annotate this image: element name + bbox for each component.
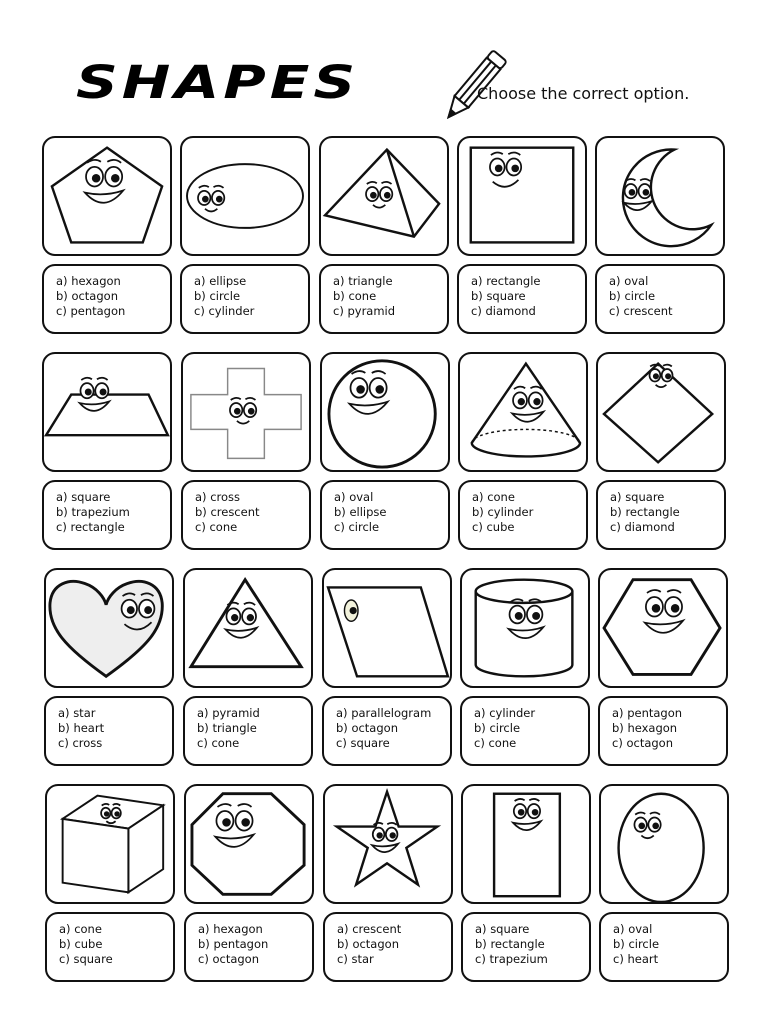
answer-options-card bbox=[44, 696, 174, 766]
answer-option[interactable]: b) octagon bbox=[337, 937, 399, 951]
hexagon-face-icon bbox=[600, 570, 726, 686]
shape-picture-card bbox=[323, 784, 453, 904]
answer-option[interactable]: c) cylinder bbox=[194, 304, 255, 318]
answer-option[interactable]: a) cylinder bbox=[474, 706, 536, 720]
answer-option[interactable]: b) cylinder bbox=[472, 505, 534, 519]
shape-picture-card bbox=[596, 352, 726, 472]
answer-option[interactable]: a) cone bbox=[472, 490, 515, 504]
answer-options-card bbox=[322, 696, 452, 766]
shape-picture-card bbox=[599, 784, 729, 904]
answer-option[interactable]: c) rectangle bbox=[56, 520, 125, 534]
answer-option[interactable]: c) heart bbox=[613, 952, 659, 966]
shape-picture-card bbox=[44, 568, 174, 688]
answer-option[interactable]: a) ellipse bbox=[194, 274, 247, 288]
answer-option[interactable]: c) diamond bbox=[610, 520, 675, 534]
answer-options-card bbox=[595, 264, 725, 334]
answer-option[interactable]: a) star bbox=[58, 706, 96, 720]
answer-option[interactable]: b) hexagon bbox=[612, 721, 678, 735]
shape-picture-card bbox=[461, 784, 591, 904]
answer-option[interactable]: b) octagon bbox=[336, 721, 398, 735]
answer-option[interactable]: b) circle bbox=[609, 289, 656, 303]
shape-picture-card bbox=[42, 352, 172, 472]
answer-options-card bbox=[596, 480, 726, 550]
answer-option[interactable]: a) cone bbox=[59, 922, 102, 936]
answer-options-card bbox=[45, 912, 175, 982]
instruction-text: Choose the correct option. bbox=[477, 84, 690, 103]
answer-option[interactable]: a) square bbox=[475, 922, 530, 936]
answer-option[interactable]: b) pentagon bbox=[198, 937, 269, 951]
star-face-icon bbox=[325, 786, 451, 902]
shape-picture-card bbox=[457, 136, 587, 256]
page-title: SHAPES bbox=[76, 56, 360, 110]
diamond-face-icon bbox=[598, 354, 724, 470]
triangle-face-icon bbox=[185, 570, 311, 686]
pyramid-face-icon bbox=[321, 138, 447, 254]
trapezium-face-icon bbox=[44, 354, 170, 470]
answer-option[interactable]: a) hexagon bbox=[56, 274, 121, 288]
answer-option[interactable]: b) square bbox=[471, 289, 526, 303]
answer-option[interactable]: a) oval bbox=[613, 922, 653, 936]
shape-picture-card bbox=[183, 568, 313, 688]
shape-picture-card bbox=[458, 352, 588, 472]
cross-face-icon bbox=[183, 354, 309, 470]
answer-option[interactable]: b) ellipse bbox=[334, 505, 387, 519]
answer-option[interactable]: c) pentagon bbox=[56, 304, 126, 318]
crescent-face-icon bbox=[597, 138, 723, 254]
answer-option[interactable]: a) hexagon bbox=[198, 922, 263, 936]
cube-face-icon bbox=[47, 786, 173, 902]
shape-picture-card bbox=[598, 568, 728, 688]
octagon-face-icon bbox=[186, 786, 312, 902]
answer-option[interactable]: c) cross bbox=[58, 736, 103, 750]
answer-options-card bbox=[184, 912, 314, 982]
answer-option[interactable]: c) star bbox=[337, 952, 374, 966]
answer-option[interactable]: b) triangle bbox=[197, 721, 257, 735]
answer-option[interactable]: b) cube bbox=[59, 937, 103, 951]
answer-option[interactable]: c) pyramid bbox=[333, 304, 396, 318]
heart-face-icon bbox=[46, 570, 172, 686]
answer-options-card bbox=[323, 912, 453, 982]
answer-option[interactable]: b) trapezium bbox=[56, 505, 130, 519]
answer-option[interactable]: b) circle bbox=[613, 937, 660, 951]
parallelogram-face-icon bbox=[324, 570, 450, 686]
shape-picture-card bbox=[181, 352, 311, 472]
answer-option[interactable]: c) cube bbox=[472, 520, 515, 534]
oval-face-icon bbox=[601, 786, 727, 902]
circle-face-icon bbox=[322, 354, 448, 470]
answer-option[interactable]: a) rectangle bbox=[471, 274, 541, 288]
answer-option[interactable]: b) circle bbox=[194, 289, 241, 303]
answer-option[interactable]: a) square bbox=[610, 490, 665, 504]
answer-option[interactable]: a) pentagon bbox=[612, 706, 683, 720]
answer-options-card bbox=[181, 480, 311, 550]
answer-option[interactable]: c) octagon bbox=[612, 736, 674, 750]
cone-face-icon bbox=[460, 354, 586, 470]
answer-option[interactable]: c) cone bbox=[474, 736, 517, 750]
answer-option[interactable]: b) octagon bbox=[56, 289, 118, 303]
answer-options-card bbox=[461, 912, 591, 982]
shape-picture-card bbox=[460, 568, 590, 688]
shape-picture-card bbox=[184, 784, 314, 904]
answer-option[interactable]: b) crescent bbox=[195, 505, 260, 519]
answer-option[interactable]: a) crescent bbox=[337, 922, 402, 936]
answer-option[interactable]: c) trapezium bbox=[475, 952, 548, 966]
answer-option[interactable]: a) oval bbox=[609, 274, 649, 288]
answer-option[interactable]: c) cone bbox=[197, 736, 240, 750]
shape-picture-card bbox=[322, 568, 452, 688]
answer-option[interactable]: c) square bbox=[336, 736, 390, 750]
answer-option[interactable]: b) rectangle bbox=[475, 937, 545, 951]
rectangle-face-icon bbox=[463, 786, 589, 902]
answer-options-card bbox=[183, 696, 313, 766]
answer-option[interactable]: a) oval bbox=[334, 490, 374, 504]
answer-option[interactable]: c) cone bbox=[195, 520, 238, 534]
answer-option[interactable]: a) triangle bbox=[333, 274, 393, 288]
answer-options-card bbox=[180, 264, 310, 334]
pentagon-face-icon bbox=[44, 138, 170, 254]
answer-options-card bbox=[42, 264, 172, 334]
answer-options-card bbox=[319, 264, 449, 334]
answer-option[interactable]: c) circle bbox=[334, 520, 380, 534]
answer-options-card bbox=[458, 480, 588, 550]
answer-option[interactable]: b) cone bbox=[333, 289, 377, 303]
answer-options-card bbox=[42, 480, 172, 550]
answer-options-card bbox=[320, 480, 450, 550]
answer-option[interactable]: b) heart bbox=[58, 721, 105, 735]
answer-option[interactable]: a) parallelogram bbox=[336, 706, 432, 720]
answer-option[interactable]: a) square bbox=[56, 490, 111, 504]
answer-option[interactable]: c) square bbox=[59, 952, 113, 966]
square-face-icon bbox=[459, 138, 585, 254]
answer-option[interactable]: c) diamond bbox=[471, 304, 536, 318]
shape-picture-card bbox=[180, 136, 310, 256]
cylinder-face-icon bbox=[462, 570, 588, 686]
shape-picture-card bbox=[42, 136, 172, 256]
answer-options-card bbox=[599, 912, 729, 982]
answer-option[interactable]: c) crescent bbox=[609, 304, 673, 318]
answer-option[interactable]: c) octagon bbox=[198, 952, 260, 966]
shape-picture-card bbox=[320, 352, 450, 472]
answer-options-card bbox=[457, 264, 587, 334]
answer-option[interactable]: b) circle bbox=[474, 721, 521, 735]
answer-options-card bbox=[598, 696, 728, 766]
answer-option[interactable]: a) cross bbox=[195, 490, 241, 504]
answer-options-card bbox=[460, 696, 590, 766]
answer-option[interactable]: b) rectangle bbox=[610, 505, 680, 519]
ellipse-face-icon bbox=[182, 138, 308, 254]
shape-picture-card bbox=[319, 136, 449, 256]
shape-picture-card bbox=[595, 136, 725, 256]
answer-option[interactable]: a) pyramid bbox=[197, 706, 260, 720]
shape-picture-card bbox=[45, 784, 175, 904]
